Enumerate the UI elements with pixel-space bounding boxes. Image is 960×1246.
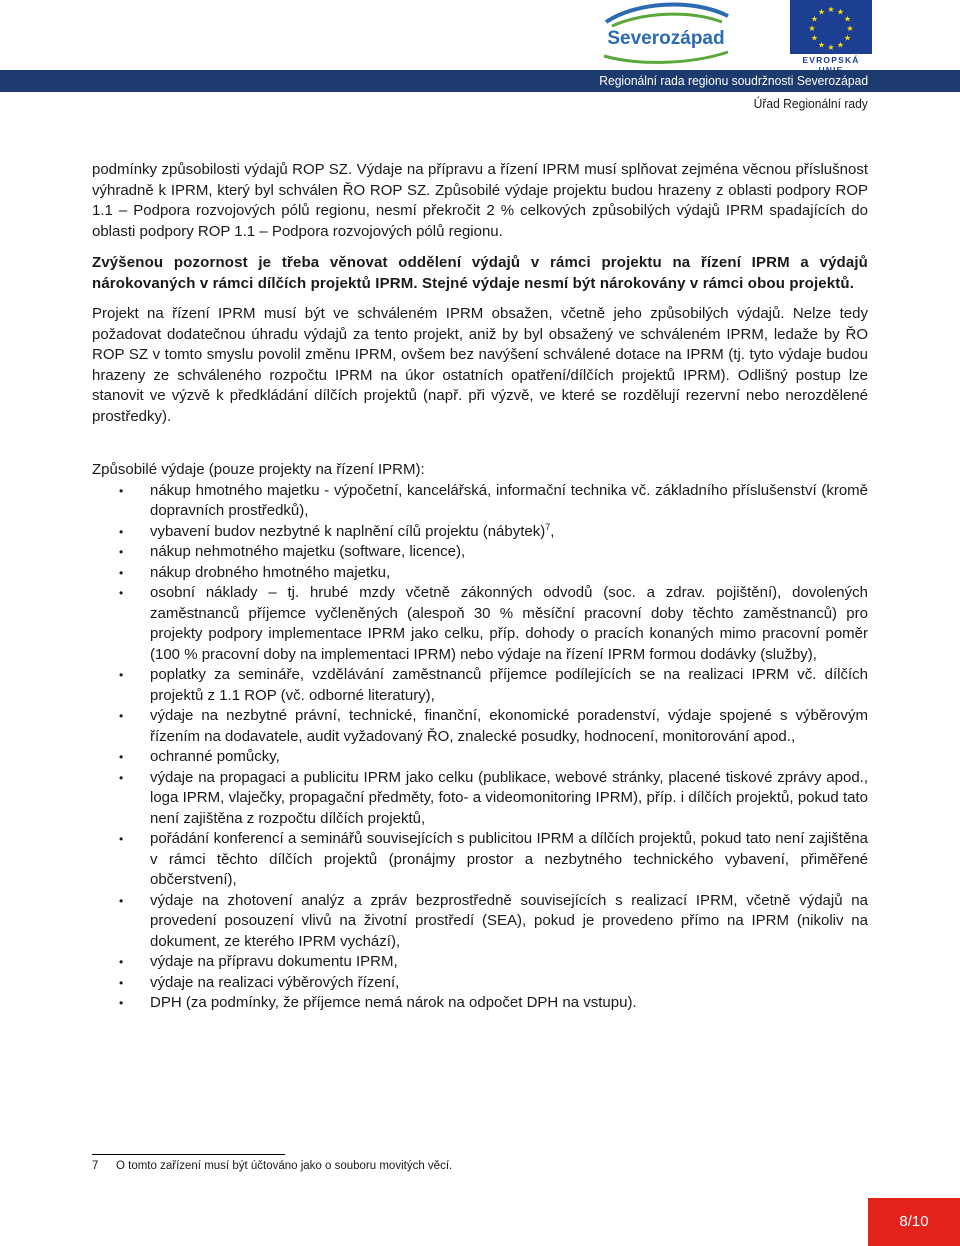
severozapad-logo: [600, 0, 732, 66]
list-item: • výdaje na nezbytné právní, technické, finanční, ekonomické poradenství, výdaje spojené s výběrovým řízením na dodavatele, audit vyžadovaný ŘO, znalecké posudky, hodnocení, monitorování apod.,: [92, 706, 868, 747]
footnote: [92, 1160, 452, 1172]
document-body: [92, 160, 868, 1014]
svg-text:★: ★: [836, 40, 845, 50]
eu-label: EVROPSKÁ: [802, 55, 860, 65]
paragraph-1: podmínky způsobilosti výdajů ROP SZ. Výdaje na přípravu a řízení IPRM musí splňovat zejména věcnou příslušnost výhradně k IPRM, který byl schválen ŘO ROP SZ. Způsobilé výdaje projektu budou hrazeny z oblasti podpory ROP 1.1 – Podpora rozvojových pólů regionu, nesmí překročit 2 % celkových způsobilých výdajů IPRM spadajících do oblasti podpory ROP 1.1 – Podpora rozvojových pólů regionu.: [92, 161, 868, 240]
eu-flag-icon: [790, 0, 872, 54]
footnote-divider: [92, 1154, 285, 1155]
svg-text:★: ★: [810, 33, 819, 43]
page-number-badge: [868, 1198, 960, 1246]
logo-text: Severozápad: [607, 28, 725, 49]
list-item: • osobní náklady – tj. hrubé mzdy včetně zákonných odvodů (soc. a zdrav. pojištění), dovolených zaměstnanců příjemce vyčleněných (alespoň 30 % měsíční pracovní doby těchto zaměstnanců) pro projekty podpory implementace IPRM jako celku, příp. dohody o pracích konaných mimo pracovní poměr (100 % pracovní doby na implementaci IPRM) nebo výdaje na řízení IPRM formou dodávky (služby),: [92, 583, 868, 665]
paragraph-3: Projekt na řízení IPRM musí být ve schváleném IPRM obsažen, včetně jeho způsobilých výdajů. Nelze tedy požadovat dodatečnou úhradu výdajů za tento projekt, aniž by byl obsažený ve schváleném IPRM, ledaže by ŘO ROP SZ v tomto smyslu povolil změnu IPRM, ovšem bez navýšení schválené dotace na IPRM (tj. tyto výdaje budou hrazeny ze schváleného rozpočtu IPRM na úkor ostatních opatření/dílčích projektů IPRM). Odlišný postup lze stanovit ve výzvě k předkládání dílčích projektů (např. při výzvě, ve které se rozdělují rezervní nebo nerozdělené prostředky).: [92, 305, 868, 425]
list-item: • DPH (za podmínky, že příjemce nemá nárok na odpočet DPH na vstupu).: [92, 993, 868, 1014]
list-item: • ochranné pomůcky,: [92, 747, 868, 768]
svg-text:★: ★: [846, 24, 854, 33]
list-item: • pořádání konferencí a seminářů souvisejících s publicitou IPRM a dílčích projektů, pokud tato není zajištěna v rámci těchto dílčích projektů (pronájmy prostor a nezbytného technického vybavení, přiměřené občerstvení),: [92, 829, 868, 891]
list-item: [92, 522, 868, 543]
list-item-text: vybavení budov nezbytné k naplnění cílů projektu (nábytek): [150, 522, 546, 540]
list-item: • výdaje na realizaci výběrových řízení,: [92, 973, 868, 994]
svg-text:★: ★: [817, 40, 826, 50]
page-number: 8/10: [899, 1213, 929, 1230]
header-bar: [0, 70, 960, 92]
list-item-suffix: ,: [550, 522, 555, 540]
eu-logo: [790, 0, 872, 66]
list-item: • výdaje na zhotovení analýz a zpráv bezprostředně souvisejících s realizací IPRM, včetně výdajů na provedení posouzení vlivů na životní prostředí (SEA), pokud je provedeno přímo na IPRM (nikoliv na dokument, ze kterého IPRM vychází),: [92, 891, 868, 953]
svg-text:★: ★: [843, 33, 852, 43]
eligible-expenses-list: [92, 481, 868, 1014]
svg-text:★: ★: [827, 43, 835, 52]
list-item: • výdaje na propagaci a publicitu IPRM jako celku (publikace, webové stránky, placené tiskové zprávy apod., loga IPRM, vlaječky, propagační předměty, foto- a videomonitoring IPRM), příp. i dílčích projektů, pokud tato není zajištěna z rozpočtu dílčích projektů,: [92, 768, 868, 830]
svg-text:★: ★: [827, 5, 835, 14]
list-item: • nákup drobného hmotného majetku,: [92, 563, 868, 584]
svg-text:★: ★: [810, 14, 819, 24]
list-item: • výdaje na přípravu dokumentu IPRM,: [92, 952, 868, 973]
list-item: • nákup nehmotného majetku (software, licence),: [92, 542, 868, 563]
svg-text:★: ★: [808, 24, 816, 33]
list-intro: Způsobilé výdaje (pouze projekty na řízení IPRM):: [92, 461, 425, 478]
footnote-number: 7: [92, 1160, 99, 1172]
list-item: • poplatky za semináře, vzdělávání zaměstnanců příjemce podílejících se na realizaci IPRM vč. dílčích projektů z 1.1 ROP (vč. odborné literatury),: [92, 665, 868, 706]
footnote-text: O tomto zařízení musí být účtováno jako o souboru movitých věcí.: [116, 1160, 453, 1172]
header-bar-title: Regionální rada regionu soudržnosti Severozápad: [599, 73, 868, 88]
svg-text:★: ★: [817, 7, 826, 17]
svg-text:★: ★: [843, 14, 852, 24]
footnote-ref[interactable]: 7: [545, 521, 551, 532]
header-subtitle: Úřad Regionální rady: [753, 96, 868, 111]
list-item: • nákup hmotného majetku - výpočetní, kancelářská, informační technika vč. základního příslušenství (kromě dopravních prostředků),: [92, 481, 868, 522]
paragraph-2-bold: Zvýšenou pozornost je třeba věnovat oddělení výdajů v rámci projektu na řízení IPRM a výdajů nárokovaných v rámci dílčích projektů IPRM. Stejné výdaje nesmí být nárokovány v rámci obou projektů.: [92, 254, 868, 292]
svg-text:★: ★: [836, 7, 845, 17]
